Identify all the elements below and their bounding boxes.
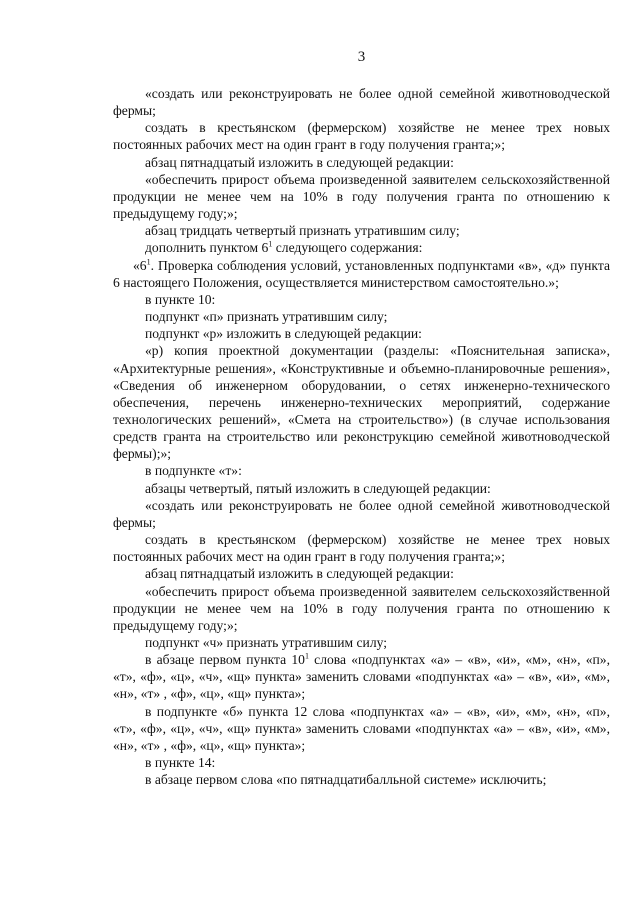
paragraph: в подпункте «б» пункта 12 слова «подпунктах «а» – «в», «и», «м», «н», «п», «т», «ф», «ц», «ч», «щ» пункта» заменить словами «подпунктах «а» – «в», «и», «м», «н», «т» , «ф», «ц», «щ» пункта»; [113,703,610,753]
paragraph-text: . Проверка соблюдения условий, установленных подпунктами «в», «д» пункта 6 настоящего Положения, осуществляется министерством самостоятельно.»; [113,257,610,290]
paragraph: абзац пятнадцатый изложить в следующей редакции: [145,154,454,170]
paragraph: в пункте 10: [145,291,216,307]
paragraph: в абзаце первом слова «по пятнадцатибалльной системе» исключить; [145,772,547,788]
paragraph: «обеспечить прирост объема произведенной заявителем сельскохозяйственной продукции не менее чем на 10% в году получения гранта по отношению к предыдущему году;»; [113,171,610,222]
paragraph: в подпункте «т»: [145,463,242,479]
paragraph: в пункте 14: [145,755,216,771]
paragraph [113,239,610,256]
superscript: 1 [304,651,309,661]
paragraph: «создать или реконструировать не более одной семейной животноводческой фермы; [113,86,610,119]
paragraph: подпункт «ч» признать утратившим силу; [145,635,387,650]
paragraph: абзацы четвертый, пятый изложить в следующей редакции: [145,480,491,496]
page-number: 3 [357,49,366,65]
superscript: 1 [146,257,151,267]
paragraph: создать в крестьянском (фермерском) хозяйстве не менее трех новых постоянных рабочих мест на один грант в году получения гранта;»; [113,532,610,565]
paragraph: «р) копия проектной документации (разделы: «Пояснительная записка», «Архитектурные решения», «Конструктивные и объемно-планировочные решения», «Сведения об инженерном оборудовании, о сетях инженерно-технического обеспечения, перечень инженерно-технических мероприятий, содержание технологических решений», «Смета на строительство») (в случае использования средств гранта на строительство или реконструкцию семейной животноводческой фермы);»; [113,343,610,462]
paragraph-text: слова «подпунктах «а» – «в», «и», «м», «н», «п», «т», «ф», «ц», «ч», «щ» пункта» заменить словами «подпунктах «а» – «в», «и», «м», «н», «т» , «ф», «ц», «щ» пункта»; [113,652,610,702]
paragraph-text: дополнить пунктом 6 [145,240,269,256]
superscript: 1 [268,239,273,249]
paragraph-text: «6 [133,257,147,273]
paragraph: подпункт «р» изложить в следующей редакции: [145,326,422,342]
paragraph: «обеспечить прирост объема произведенной заявителем сельскохозяйственной продукции не менее чем на 10% в году получения гранта по отношению к предыдущему году;»; [113,583,610,633]
paragraph-text: в абзаце первом пункта 10 [145,652,305,668]
paragraph: абзац пятнадцатый изложить в следующей редакции: [145,566,454,582]
paragraph: создать в крестьянском (фермерском) хозяйстве не менее трех новых постоянных рабочих мест на один грант в году получения гранта;»; [113,120,610,153]
paragraph: «создать или реконструировать не более одной семейной животноводческой фермы; [113,497,610,530]
paragraph: подпункт «п» признать утратившим силу; [145,309,388,325]
paragraph [113,651,610,702]
paragraph [113,257,610,291]
paragraph: абзац тридцать четвертый признать утратившим силу; [145,223,460,239]
paragraph-text: следующего содержания: [272,240,423,256]
